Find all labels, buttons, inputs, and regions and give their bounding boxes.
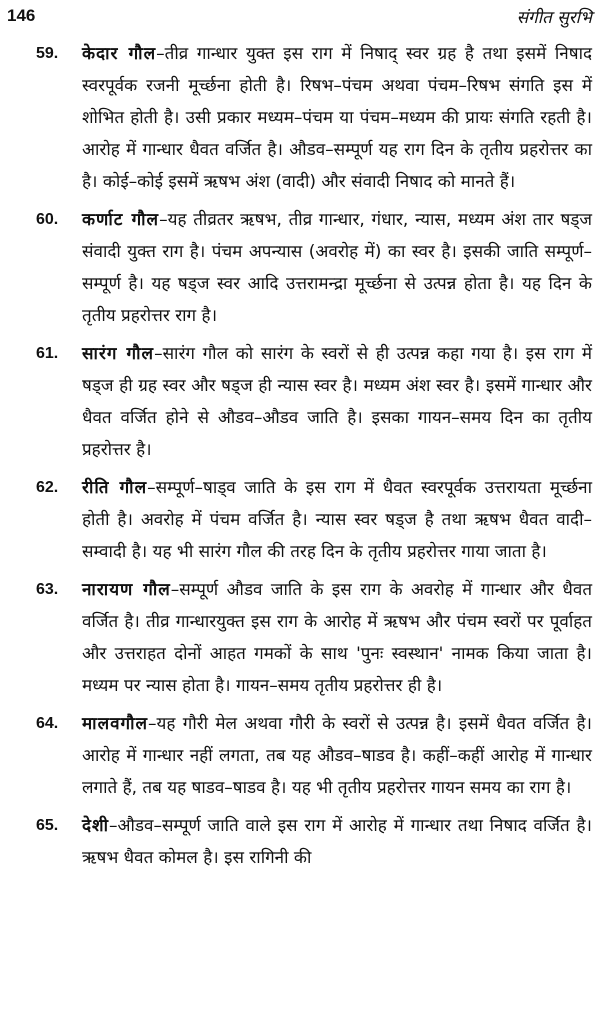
entry-text: –यह तीव्रतर ऋषभ, तीव्र गान्धार, गंधार, न्यास, मध्यम अंश तार षड्ज संवादी युक्त राग है। पंचम अपन्यास (अवरोह में) का स्वर है। इसकी जाति सम्पूर्ण–सम्पूर्ण है। यह षड्ज स्वर आदि उत्तरामन्द्रा मूर्च्छना से उत्पन्न होता है। यह दिन के तृतीय प्रहरोत्तर राग है। bbox=[82, 210, 592, 326]
raga-name: देशी bbox=[82, 816, 109, 836]
raga-name: कर्णाट गौल bbox=[82, 210, 160, 230]
entry-number: 59. bbox=[36, 45, 59, 62]
raga-name: मालवगौल bbox=[82, 714, 149, 734]
running-title: संगीत सुरभि bbox=[516, 8, 592, 28]
page-number: 146 bbox=[7, 6, 36, 25]
entry-body bbox=[82, 38, 592, 198]
raga-name: सारंग गौल bbox=[82, 344, 155, 364]
entry-number: 63. bbox=[36, 581, 59, 598]
entry-number: 62. bbox=[36, 479, 59, 496]
entry-text: –औडव–सम्पूर्ण जाति वाले इस राग में आरोह में गान्धार तथा निषाद वर्जित है। ऋषभ धैवत कोमल है। इस रागिनी की bbox=[82, 816, 592, 868]
raga-entry bbox=[36, 38, 592, 198]
raga-entry bbox=[36, 810, 592, 874]
entry-body bbox=[82, 810, 592, 874]
raga-entry bbox=[36, 708, 592, 804]
entry-number: 64. bbox=[36, 715, 59, 732]
entry-number: 61. bbox=[36, 345, 59, 362]
entry-body bbox=[82, 708, 592, 804]
entry-text: –सारंग गौल को सारंग के स्वरों से ही उत्पन्न कहा गया है। इस राग में षड्ज ही ग्रह स्वर और षड्ज ही न्यास स्वर है। मध्यम अंश स्वर है। इसमें गान्धार और धैवत वर्जित होने से औडव–औडव जाति है। इसका गायन–समय दिन का तृतीय प्रहरोत्तर है। bbox=[82, 344, 592, 460]
raga-entry bbox=[36, 204, 592, 332]
entry-text: –तीव्र गान्धार युक्त इस राग में निषाद् स्वर ग्रह है तथा इसमें निषाद स्वरपूर्वक रजनी मूर्च्छना होती है। रिषभ–पंचम अथवा पंचम–रिषभ संगति इस में शोभित होती है। उसी प्रकार मध्यम–पंचम या पंचम–मध्यम की प्रायः संगति रहती है। आरोह में गान्धार धैवत वर्जित है। औडव–सम्पूर्ण यह राग दिन के तृतीय प्रहरोत्तर का है। कोई–कोई इसमें ऋषभ अंश (वादी) और संवादी निषाद को मानते हैं। bbox=[82, 44, 592, 192]
entry-body bbox=[82, 574, 592, 702]
raga-name: केदार गौल bbox=[82, 44, 157, 64]
page-content bbox=[36, 38, 592, 880]
entry-text: –यह गौरी मेल अथवा गौरी के स्वरों से उत्पन्न है। इसमें धैवत वर्जित है। आरोह में गान्धार नहीं लगता, तब यह औडव–षाडव है। कहीं–कहीं आरोह में गान्धार लगाते हैं, तब यह षाडव–षाडव है। यह भी तृतीय प्रहरोत्तर गायन समय का राग है। bbox=[82, 714, 592, 798]
entry-text: –सम्पूर्ण–षाड्व जाति के इस राग में धैवत स्वरपूर्वक उत्तरायता मूर्च्छना होती है। अवरोह में पंचम वर्जित है। न्यास स्वर षड्ज है तथा ऋषभ धैवत वादी–सम्वादी है। यह भी सारंग गौल की तरह दिन के तृतीय प्रहरोत्तर गाया जाता है। bbox=[82, 478, 593, 562]
raga-entry bbox=[36, 574, 592, 702]
raga-entry bbox=[36, 338, 592, 466]
raga-name: नारायण गौल bbox=[82, 580, 171, 600]
page-header bbox=[0, 0, 600, 32]
entry-text: –सम्पूर्ण औडव जाति के इस राग के अवरोह में गान्धार और धैवत वर्जित है। तीव्र गान्धारयुक्त इस राग के आरोह में ऋषभ और पंचम स्वरों पर पूर्वाहत और उत्तराहत दोनों आहत गमकों के साथ 'पुनः स्वस्थान' नामक किया जाता है। मध्यम पर न्यास होता है। गायन–समय तृतीय प्रहरोत्तर ही है। bbox=[82, 580, 593, 696]
entry-number: 65. bbox=[36, 817, 59, 834]
entry-body bbox=[82, 472, 592, 568]
raga-name: रीति गौल bbox=[82, 478, 148, 498]
entry-body bbox=[82, 338, 592, 466]
entry-body bbox=[82, 204, 592, 332]
raga-entry bbox=[36, 472, 592, 568]
entry-number: 60. bbox=[36, 211, 59, 228]
